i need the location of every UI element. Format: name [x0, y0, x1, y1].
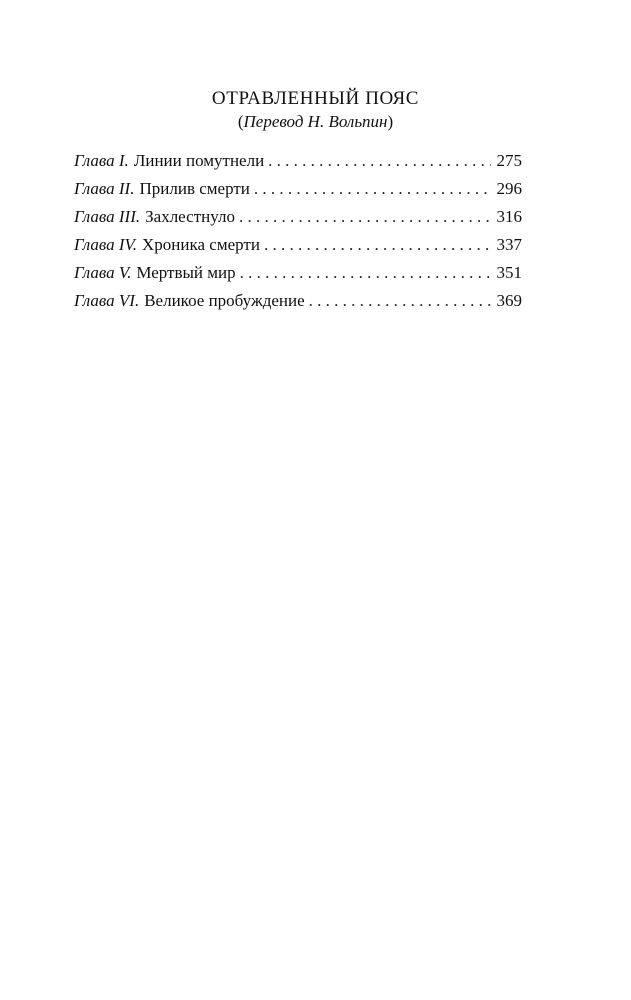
chapter-title: Прилив смерти [139, 179, 250, 198]
toc-entry[interactable] [74, 259, 522, 287]
toc-entry[interactable] [74, 175, 522, 203]
dot-leader [240, 259, 491, 287]
subtitle-close-paren: ) [387, 112, 394, 131]
chapter-label: Глава II. [74, 179, 135, 198]
page-number: 337 [496, 235, 522, 254]
section-title: ОТРАВЛЕННЫЙ ПОЯС [211, 88, 420, 109]
section-subtitle [0, 112, 631, 132]
chapter-label: Глава IV. [74, 235, 138, 254]
chapter-title: Линии помутнели [133, 151, 265, 170]
translator-credit: Перевод Н. Вольпин [243, 112, 388, 131]
page-number: 275 [496, 151, 522, 170]
toc-entry[interactable] [74, 147, 522, 175]
toc-entry[interactable] [74, 203, 522, 231]
page-number: 351 [496, 263, 522, 282]
chapter-title: Мертвый мир [136, 263, 236, 282]
table-of-contents [74, 147, 522, 315]
dot-leader [309, 287, 491, 315]
dot-leader [264, 231, 491, 259]
dot-leader [239, 203, 491, 231]
page-number: 296 [496, 179, 522, 198]
chapter-title: Захлестнуло [145, 207, 235, 226]
subtitle-open-paren: ( [237, 112, 244, 131]
toc-entry[interactable] [74, 287, 522, 315]
chapter-label: Глава V. [74, 263, 132, 282]
chapter-title: Хроника смерти [142, 235, 260, 254]
chapter-title: Великое пробуждение [144, 291, 305, 310]
chapter-label: Глава III. [74, 207, 141, 226]
chapter-label: Глава VI. [74, 291, 140, 310]
chapter-label: Глава I. [74, 151, 129, 170]
dot-leader [268, 147, 490, 175]
page-number: 369 [496, 291, 522, 310]
dot-leader [254, 175, 491, 203]
toc-entry[interactable] [74, 231, 522, 259]
page-number: 316 [496, 207, 522, 226]
